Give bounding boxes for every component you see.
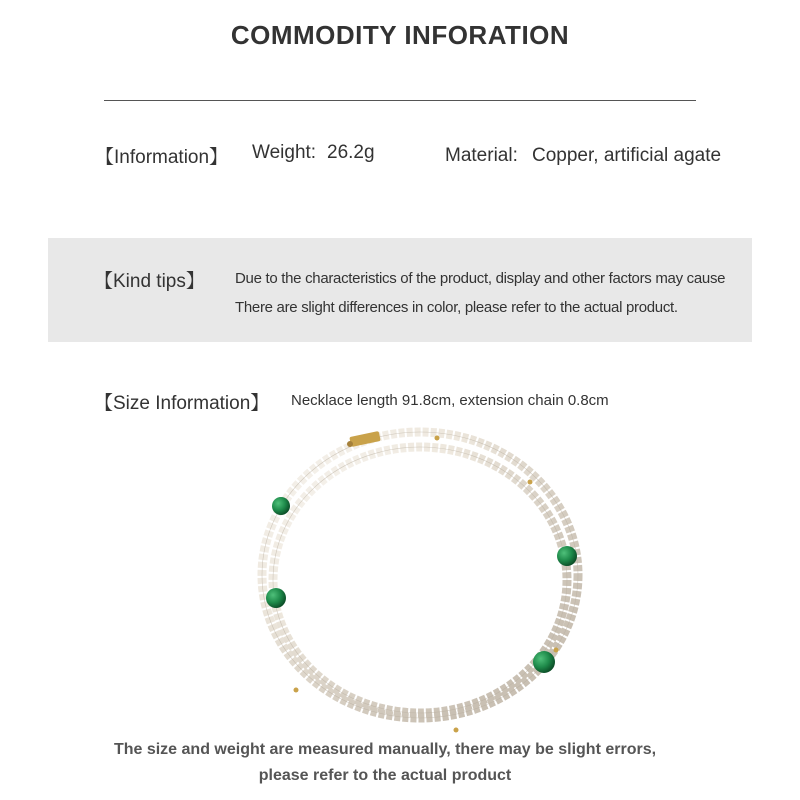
title-divider [104,100,696,101]
page-title: COMMODITY INFORATION [230,20,570,50]
necklace-image [230,410,610,740]
information-row [0,142,800,172]
kind-tips-line-1: Due to the characteristics of the product, display and other factors may cause [235,270,726,287]
material-value: Copper, artificial agate [532,145,722,166]
kind-tips-line-2: There are slight differences in color, please refer to the actual product. [235,299,678,316]
footer-note-line-2: please refer to the actual product [258,767,512,784]
information-label: 【Information】 [95,147,229,168]
material-label: Material: [445,145,518,166]
weight-label: Weight: [252,142,317,163]
kind-tips-label: 【Kind tips】 [94,271,205,292]
weight-value: 26.2g [327,142,375,163]
size-information-text: Necklace length 91.8cm, extension chain 0.8cm [291,392,609,409]
kind-tips-panel [48,238,752,342]
size-information-label: 【Size Information】 [94,393,270,414]
footer-note-line-1: The size and weight are measured manually, there may be slight errors, [113,741,657,758]
